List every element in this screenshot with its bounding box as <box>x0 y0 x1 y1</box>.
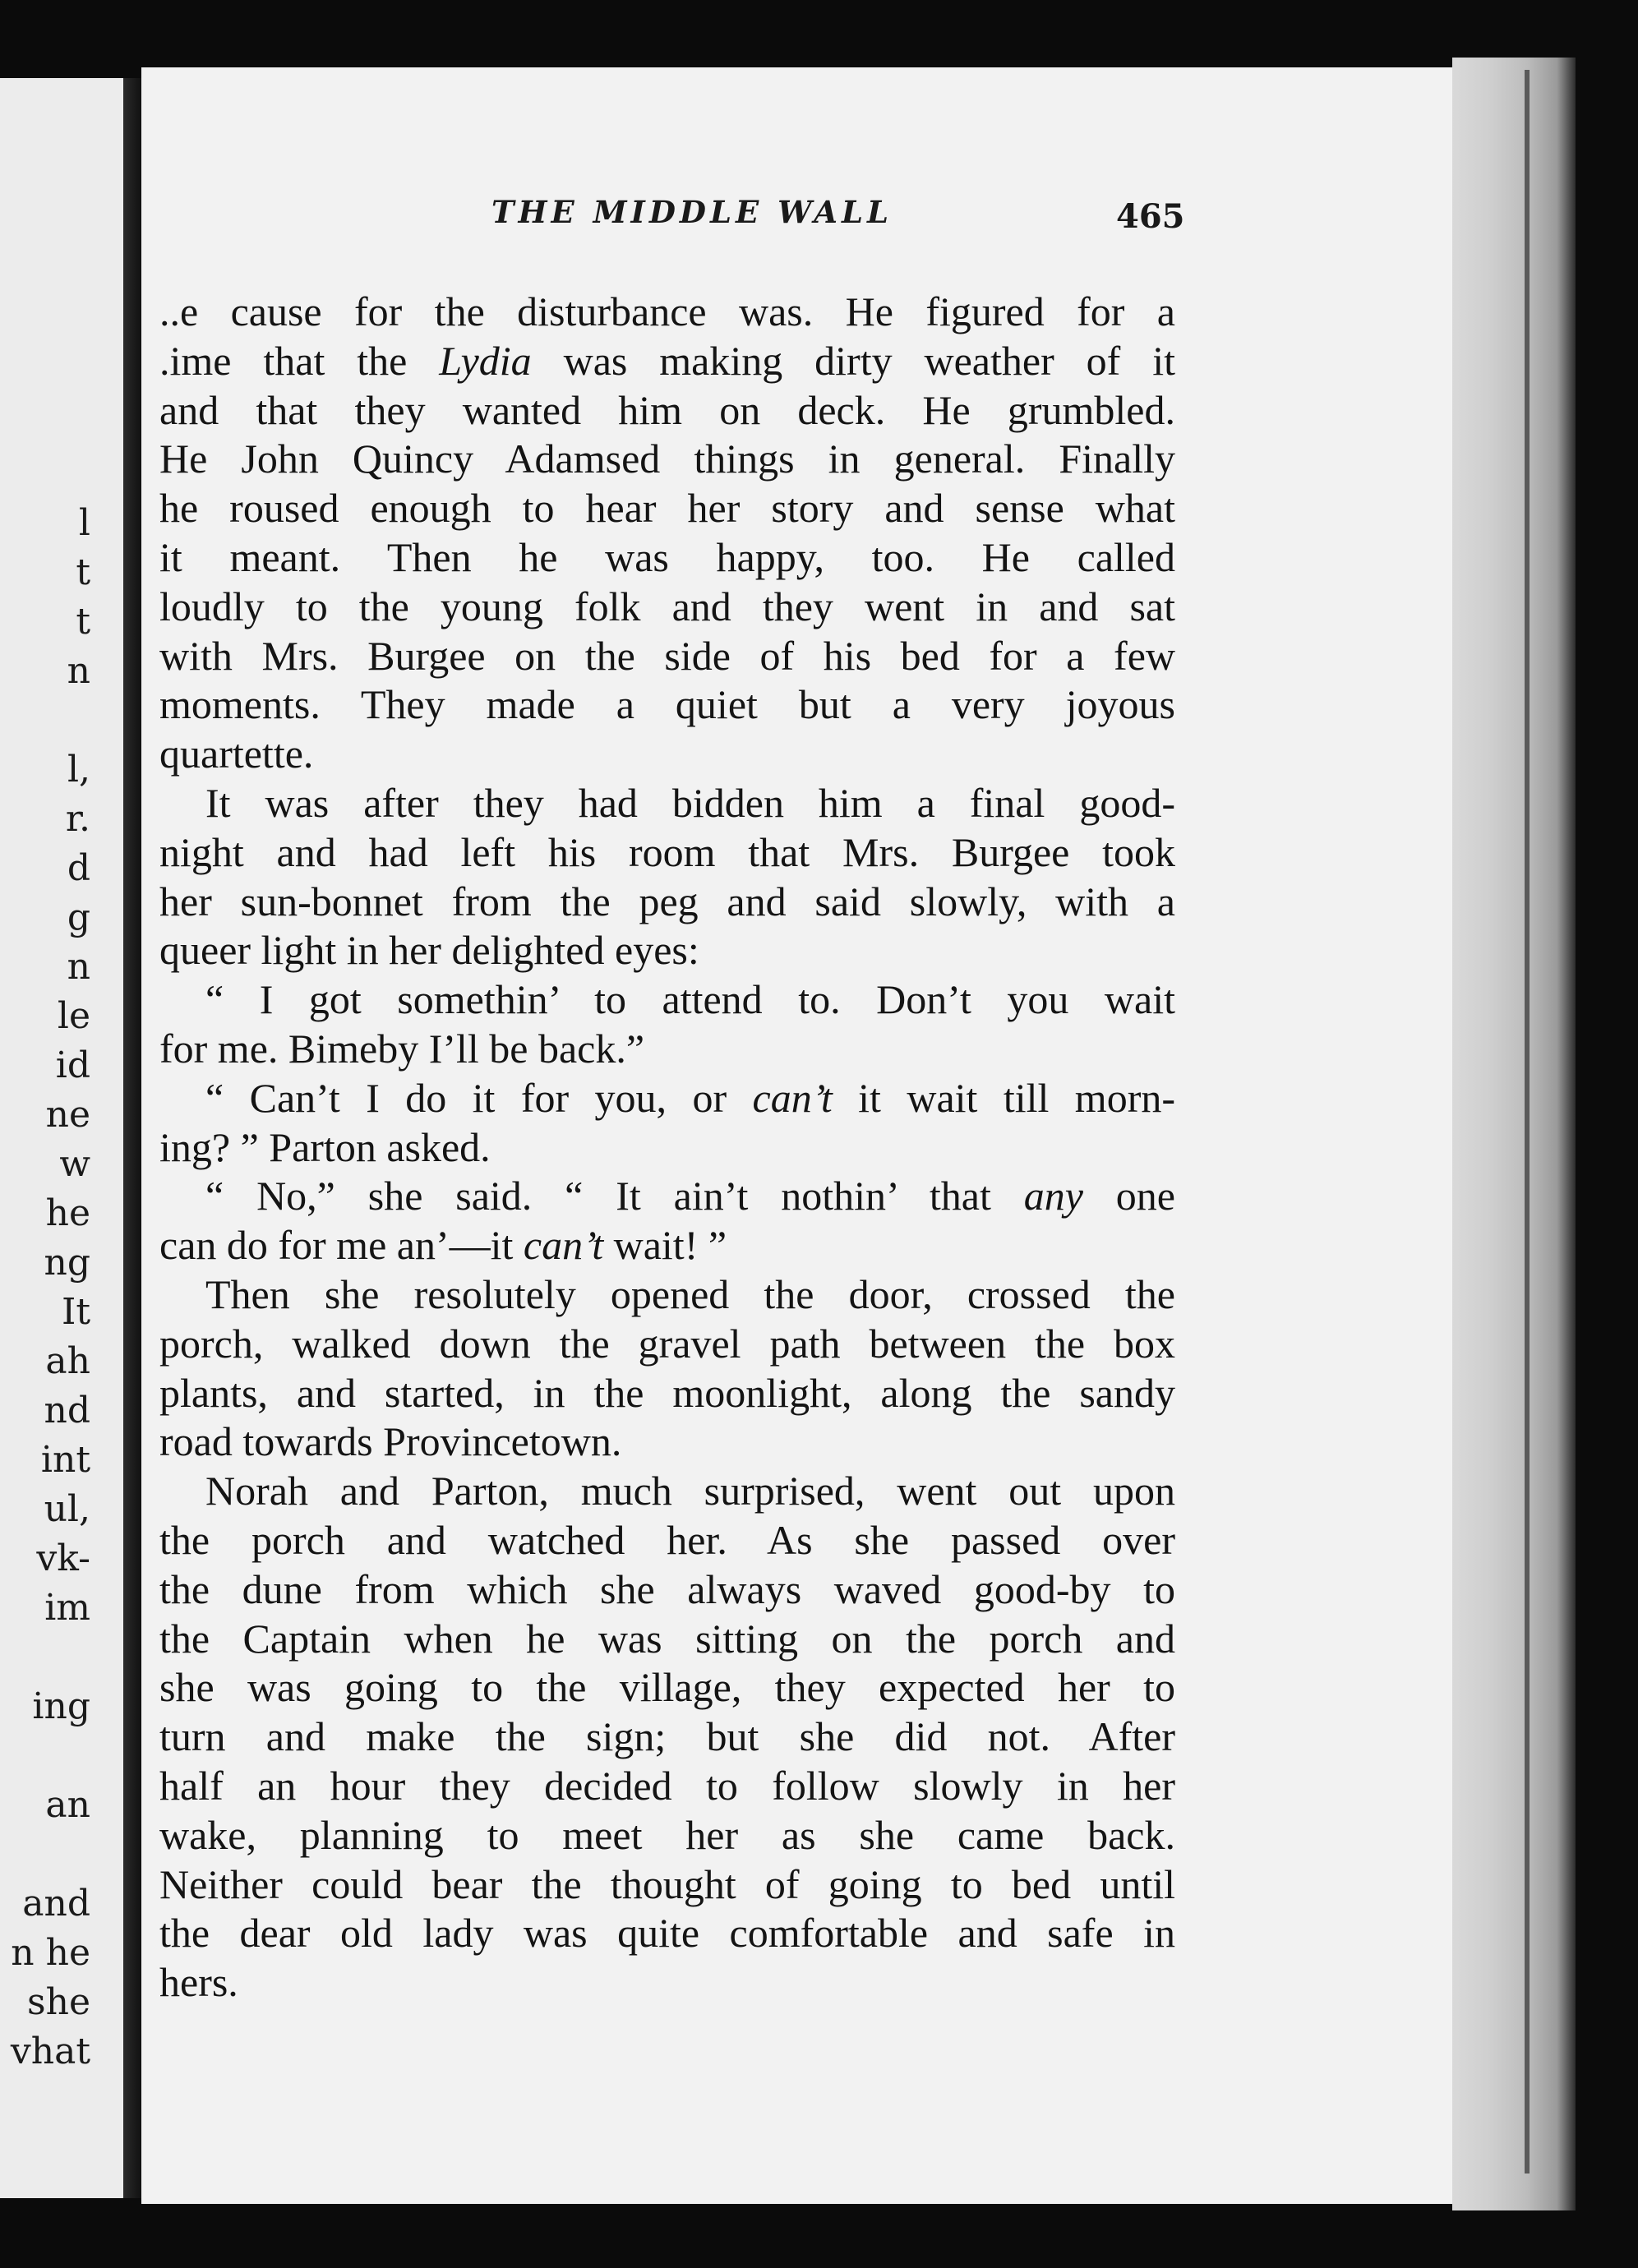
left-page-fragment: g <box>67 897 90 938</box>
left-page-fragment: r. <box>65 798 90 840</box>
left-page-fragment: vk- <box>36 1537 90 1579</box>
left-page-fragment: im <box>44 1587 90 1629</box>
text-line: with Mrs. Burgee on the side of his bed for a few <box>159 632 1175 679</box>
text-line: porch, walked down the gravel path between the box <box>159 1320 1175 1367</box>
text-line: her sun-bonnet from the peg and said slowly, with a <box>159 878 1175 924</box>
left-page-text-fragments <box>0 400 90 2077</box>
text-line: Neither could bear the thought of going to bed until <box>159 1860 1175 1907</box>
text-line: half an hour they decided to follow slowly in her <box>159 1762 1175 1809</box>
left-page-fragment: and <box>22 1883 90 1925</box>
page-edge-shadow <box>1525 70 1530 2174</box>
text-line: the Captain when he was sitting on the porch and <box>159 1615 1175 1662</box>
text-line: he roused enough to hear her story and sense what <box>159 485 1175 532</box>
left-page-fragment: w <box>59 1143 90 1185</box>
text-line: for me. Bimeby I’ll be back.” <box>159 1025 645 1072</box>
text-line: Then she resolutely opened the door, crossed the <box>205 1270 1175 1317</box>
left-page-fragment: int <box>40 1439 90 1481</box>
text-line: “ I got somethin’ to attend to. Don’t you wait <box>205 976 1175 1023</box>
text-line: road towards Provincetown. <box>159 1418 622 1465</box>
left-page-fragment: ah <box>45 1340 90 1382</box>
text-line: the dune from which she always waved good-by to <box>159 1565 1175 1612</box>
left-page-fragment: n he <box>11 1932 90 1974</box>
left-page-fragment: ng <box>44 1242 90 1284</box>
left-page-fragment: le <box>57 995 90 1037</box>
left-page-fragment: vhat <box>10 2031 90 2072</box>
left-page-fragment: n <box>67 650 90 692</box>
text-line: and that they wanted him on deck. He grumbled. <box>159 386 1175 433</box>
left-page-fragment <box>0 449 90 499</box>
left-page-fragment: he <box>45 1192 90 1234</box>
left-page-fragment: d <box>67 847 90 889</box>
left-page-fragment: ul, <box>44 1488 90 1530</box>
left-page-fragment: It <box>61 1291 90 1333</box>
left-page-fragment: she <box>27 1981 90 2023</box>
text-line: ing? ” Parton asked. <box>159 1123 491 1170</box>
text-line: the porch and watched her. As she passed over <box>159 1516 1175 1563</box>
left-page-fragment: t <box>76 601 90 643</box>
left-page-fragment: ing <box>32 1685 90 1727</box>
text-line: queer light in her delighted eyes: <box>159 927 699 974</box>
text-line: quartette. <box>159 731 314 777</box>
left-page-fragment: ne <box>45 1094 90 1136</box>
text-line: .ime that the Lydia was making dirty weather of it <box>159 337 1175 384</box>
text-line: night and had left his room that Mrs. Burgee took <box>159 828 1175 875</box>
text-line: “ Can’t I do it for you, or can’t it wait till morn- <box>205 1074 1175 1121</box>
text-line: It was after they had bidden him a final good- <box>205 779 1175 826</box>
text-line: moments. They made a quiet but a very joyous <box>159 681 1175 728</box>
left-page-fragment: id <box>55 1044 90 1086</box>
text-line: ..e cause for the disturbance was. He figured for a <box>159 288 1175 334</box>
text-line: loudly to the young folk and they went in and sat <box>159 583 1175 629</box>
page-number: 465 <box>1116 197 1185 236</box>
left-page-fragment <box>0 400 90 449</box>
text-line: hers. <box>159 1959 238 2006</box>
text-line: it meant. Then he was happy, too. He called <box>159 533 1175 580</box>
left-page-fragment: n <box>67 946 90 988</box>
text-line: wake, planning to meet her as she came back. <box>159 1811 1175 1858</box>
left-page-fragment: nd <box>44 1390 90 1431</box>
left-page-fragment <box>0 1731 90 1781</box>
left-page-fragment: t <box>76 551 90 593</box>
text-line: the dear old lady was quite comfortable and safe in <box>159 1910 1175 1957</box>
page-edges <box>1452 58 1576 2210</box>
left-page-fragment <box>0 1830 90 1879</box>
text-line: turn and make the sign; but she did not. After <box>159 1713 1175 1760</box>
book-gutter <box>123 78 141 2198</box>
left-page-fragment <box>0 696 90 745</box>
running-head: THE MIDDLE WALL <box>491 194 893 230</box>
left-page-fragment: l, <box>67 749 90 791</box>
left-facing-page <box>0 78 123 2198</box>
text-line: can do for me an’—it can’t wait! ” <box>159 1222 727 1269</box>
left-page-fragment: l <box>78 502 90 544</box>
text-line: He John Quincy Adamsed things in general. Finally <box>159 436 1175 482</box>
text-line: plants, and started, in the moonlight, along the sandy <box>159 1369 1175 1416</box>
text-line: “ No,” she said. “ It ain’t nothin’ that any one <box>205 1173 1175 1219</box>
text-line: she was going to the village, they expected her to <box>159 1664 1175 1711</box>
left-page-fragment: an <box>45 1784 90 1826</box>
body-text <box>159 288 1175 2008</box>
text-line: Norah and Parton, much surprised, went out upon <box>205 1468 1175 1514</box>
left-page-fragment <box>0 1633 90 1682</box>
